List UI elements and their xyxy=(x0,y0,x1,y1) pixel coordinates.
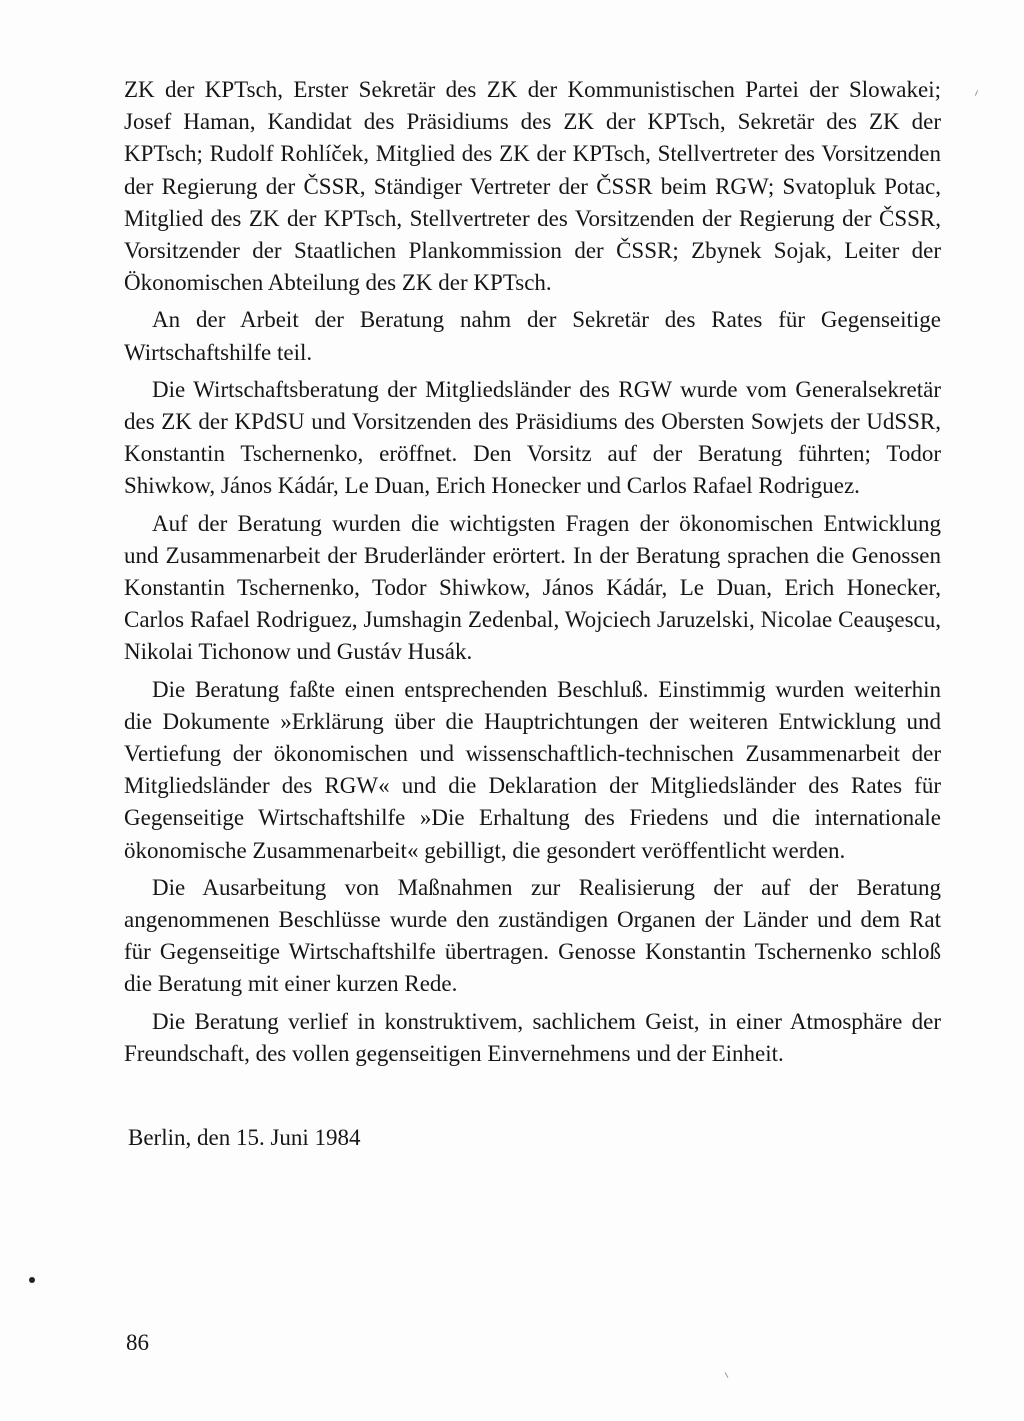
page-number: 86 xyxy=(126,1330,149,1355)
scan-speck xyxy=(725,1372,729,1378)
paragraph: An der Arbeit der Beratung nahm der Sekretär des Rates für Gegenseitige Wirtschaftshilfe teil. xyxy=(124,307,941,365)
paragraph: Die Beratung faßte einen entsprechenden Beschluß. Einstimmig wurden weiterhin die Dokumente »Erklärung über die Hauptrichtungen der weiteren Entwicklung und Vertiefung der ökonomischen und wissenschaftlich-technischen Zusammenarbeit der Mitgliedsländer des RGW« und die Deklaration der Mitgliedsländer des Rates für Gegenseitige Wirtschaftshilfe »Die Erhaltung des Friedens und die internationale ökonomische Zusammenarbeit« gebilligt, die gesondert veröffentlicht werden. xyxy=(124,676,941,863)
place-date-line: Berlin, den 15. Juni 1984 xyxy=(128,1125,361,1150)
paragraph: Die Wirtschaftsberatung der Mitgliedsländer des RGW wurde vom Generalsekretär des ZK der KPdSU und Vorsitzenden des Präsidiums des Obersten Sowjets der UdSSR, Konstantin Tschernenko, eröffnet. Den Vorsitz auf der Beratung führten; Todor Shiwkow, János Kádár, Le Duan, Erich Honecker und Carlos Rafael Rodriguez. xyxy=(124,376,941,499)
paragraph: Die Ausarbeitung von Maßnahmen zur Realisierung der auf der Beratung angenommenen Beschlüsse wurde den zuständigen Organen der Länder und dem Rat für Gegenseitige Wirtschaftshilfe übertragen. Genosse Konstantin Tschernenko schloß die Beratung mit einer kurzen Rede. xyxy=(124,874,941,997)
body-text xyxy=(124,74,941,1070)
paragraph: Die Beratung verlief in konstruktivem, sachlichem Geist, in einer Atmosphäre der Freundschaft, des vollen gegenseitigen Einvernehmens und der Einheit. xyxy=(124,1008,941,1066)
scan-speck xyxy=(29,1277,35,1283)
paragraph: Auf der Beratung wurden die wichtigsten Fragen der ökonomischen Entwicklung und Zusammenarbeit der Bruderländer erörtert. In der Beratung sprachen die Genossen Konstantin Tschernenko, Todor Shiwkow, János Kádár, Le Duan, Erich Honecker, Carlos Rafael Rodriguez, Jumshagin Zedenbal, Wojciech Jaruzelski, Nicolae Ceauşescu, Nikolai Tichonow und Gustáv Husák. xyxy=(124,510,941,665)
scan-speck xyxy=(975,90,978,96)
paragraph: ZK der KPTsch, Erster Sekretär des ZK der Kommunistischen Partei der Slowakei; Josef Haman, Kandidat des Präsidiums des ZK der KPTsch, Sekretär des ZK der KPTsch; Rudolf Rohlíček, Mitglied des ZK der KPTsch, Stellvertreter des Vorsitzenden der Regierung der ČSSR, Ständiger Vertreter der ČSSR beim RGW; Svatopluk Potac, Mitglied des ZK der KPTsch, Stellvertreter des Vorsitzenden der Regierung der ČSSR, Vorsitzender der Staatlichen Plankommission der ČSSR; Zbynek Sojak, Leiter der Ökonomischen Abteilung des ZK der KPTsch. xyxy=(124,77,941,296)
